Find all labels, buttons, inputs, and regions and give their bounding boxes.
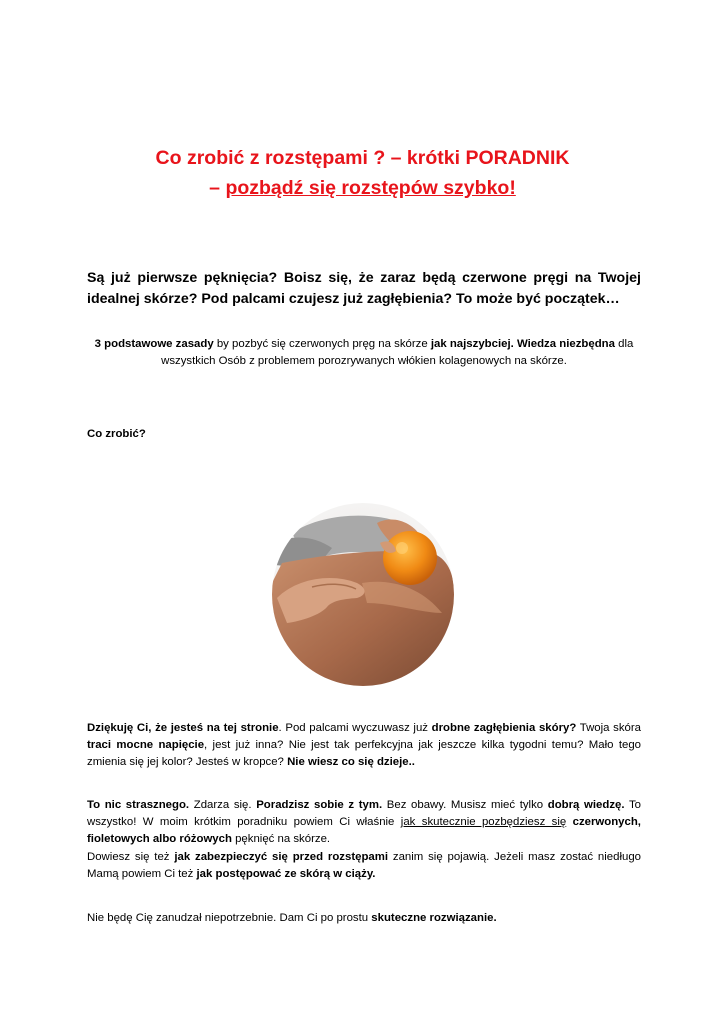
- p3-bold-1: jak zabezpieczyć się przed rozstępami: [174, 851, 389, 863]
- page-title: Co zrobić z rozstępami ? – krótki PORADNIK: [155, 147, 570, 169]
- p1-bold-1: Dziękuję Ci, że jesteś na tej stronie: [87, 722, 279, 734]
- paragraph-prevention: [87, 849, 641, 883]
- p3-bold-2: jak postępować ze skórą w ciąży.: [196, 868, 376, 880]
- p2-text-2: Bez obawy. Musisz mieć tylko: [382, 799, 548, 811]
- p2-text-5: pęknięć na skórze.: [231, 833, 331, 845]
- p1-bold-2: drobne zagłębienia skóry?: [431, 722, 577, 734]
- p2-text-3: To wszystko! W moim krótkim poradniku powiem Ci właśnie: [87, 799, 642, 828]
- paragraph-solution: [87, 910, 641, 927]
- p2-text-1: Zdarza się.: [189, 799, 257, 811]
- thigh-with-orange-photo: [272, 503, 454, 686]
- rules-paragraph: [87, 336, 641, 370]
- section-heading: Co zrobić?: [87, 428, 146, 440]
- rules-text-2: dla wszystkich Osób z problemem porozrywanych włókien kolagenowych na skórze.: [161, 338, 634, 367]
- rules-bold-1: 3 podstawowe zasady: [94, 338, 214, 350]
- p2-bold-1: To nic strasznego.: [87, 799, 190, 811]
- p4-text-1: Nie będę Cię zanudzał niepotrzebnie. Dam Ci po prostu: [87, 912, 372, 924]
- p1-text-1: . Pod palcami wyczuwasz już: [278, 722, 432, 734]
- p1-bold-3: traci mocne napięcie: [87, 739, 205, 751]
- p1-bold-4: Nie wiesz co się dzieje..: [287, 756, 415, 768]
- p1-text-2: Twoja skóra: [576, 722, 641, 734]
- p2-bold-4: czerwonych, fioletowych albo różowych: [87, 816, 641, 845]
- subtitle-dash: –: [209, 177, 226, 199]
- p1-text-3: , jest już inna? Nie jest tak perfekcyjna jak jeszcze kilka tygodni temu? Mało tego zmienia się jej kolor? Jesteś w kropce?: [87, 739, 641, 768]
- p3-text-1: Dowiesz się też: [87, 851, 175, 863]
- p2-underlined: jak skutecznie pozbędziesz się: [400, 816, 567, 828]
- p3-text-2: zanim się pojawią. Jeżeli masz zostać niedługo Mamą powiem Ci też: [87, 851, 641, 880]
- p2-bold-3: dobrą wiedzę.: [547, 799, 625, 811]
- p4-bold-1: skuteczne rozwiązanie.: [371, 912, 497, 924]
- paragraph-nothing-scary: [87, 797, 641, 848]
- intro-paragraph: Są już pierwsze pęknięcia? Boisz się, że zaraz będą czerwone pręgi na Twojej idealnej skórze? Pod palcami czujesz już zagłębienia? To może być początek…: [87, 270, 641, 307]
- p2-bold-2: Poradzisz sobie z tym.: [256, 799, 383, 811]
- rules-text-1: by pozbyć się czerwonych pręg na skórze: [213, 338, 431, 350]
- rules-bold-2: jak najszybciej. Wiedza niezbędna: [430, 338, 615, 350]
- paragraph-thanks: [87, 720, 641, 771]
- subtitle-underlined: pozbądź się rozstępów szybko!: [225, 177, 516, 199]
- page-subtitle: [60, 176, 665, 200]
